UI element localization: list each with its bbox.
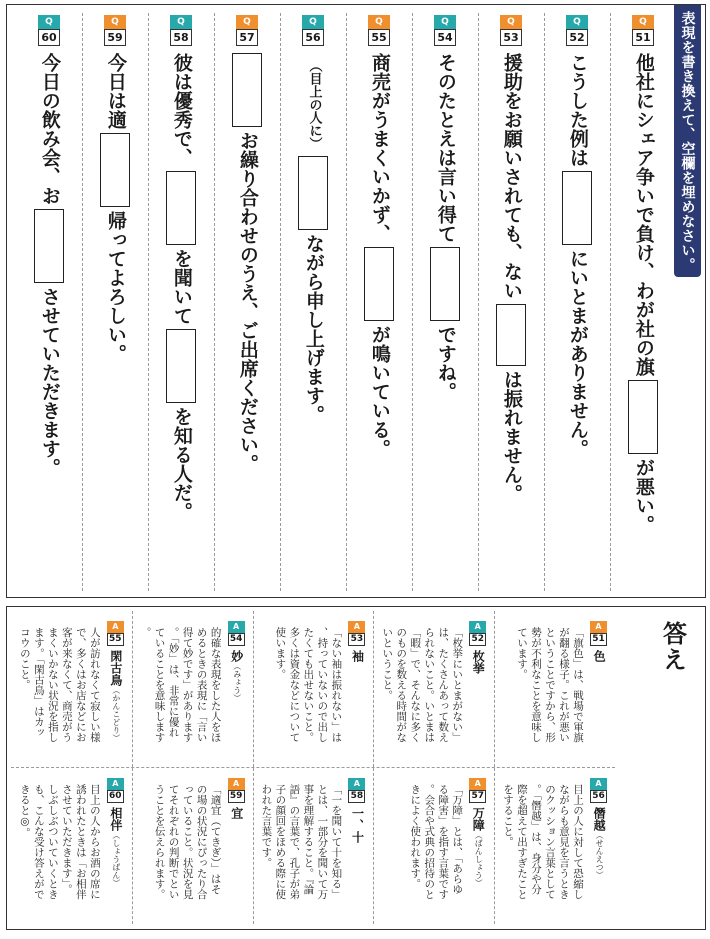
answer-number: 56	[590, 790, 607, 803]
answer-tag: A	[590, 621, 607, 633]
question-badge	[500, 15, 522, 46]
column-divider	[346, 13, 347, 591]
answer-blank	[298, 156, 328, 230]
answer-title	[109, 650, 122, 742]
question-number: 54	[434, 29, 456, 46]
answer-tag: A	[348, 778, 365, 790]
answer-53	[253, 611, 374, 767]
answer-number: 55	[107, 633, 124, 646]
answers-heading	[653, 621, 693, 673]
answer-explanation: 「適宜（てきぎ）」はその場の状況にぴったり合っていること。状況を見てそれぞれの判断でということを伝えられます。	[153, 784, 222, 900]
answer-explanation: 「枚挙にいとまがない」は、たくさんあって数えられないこと。いとまは「暇」で、そんなに多くのものを数える時間がないということ。	[381, 627, 464, 743]
question-context-note: （目上の人に）	[306, 59, 322, 150]
answer-header	[228, 778, 245, 819]
answer-header	[348, 621, 365, 662]
question-58	[156, 15, 206, 521]
answer-tag: A	[590, 778, 607, 790]
answer-word: 僭越	[592, 807, 607, 831]
question-55	[354, 15, 404, 458]
answer-header	[107, 778, 124, 887]
answer-header	[469, 621, 486, 674]
answer-explanation: 目上の人に対して恐縮しながらも意見を言うときのクッション言葉として。「僭越」は、身分や分際を超えて出すぎたことをすること。	[502, 784, 584, 900]
question-text: 商売がうまくいかず、	[368, 53, 391, 243]
answer-title	[230, 807, 243, 819]
answer-blank	[496, 304, 526, 366]
question-text: 援助をお願いされても、ない	[500, 53, 523, 300]
answer-reading: （ばんしょう）	[474, 831, 484, 887]
answer-explanation: 「万障」とは、「あらゆる障害」を指す言葉です。会合や式典の招待のときによく使われます。	[409, 784, 464, 900]
question-text: 彼は優秀で、	[170, 53, 193, 167]
answer-52	[373, 611, 494, 767]
question-57	[222, 15, 272, 473]
question-tag: Q	[500, 15, 522, 29]
answer-explanation: 人が訪れなくて寂しい様で、多くはお店などにお客が来なくて、商売がうまくいかない状況を指します。「閑古鳥」はカッコウのこと。	[18, 627, 101, 743]
question-text: が鳴いている。	[368, 325, 391, 458]
question-tag: Q	[566, 15, 588, 29]
answer-title	[471, 807, 484, 887]
answer-number: 51	[590, 633, 607, 646]
question-tag: Q	[368, 15, 390, 29]
answer-number: 53	[348, 633, 365, 646]
question-text: ながら申し上げます。	[302, 234, 325, 424]
question-text: ですね。	[434, 325, 457, 401]
answer-tag: A	[348, 621, 365, 633]
answer-header	[228, 621, 245, 702]
answer-blank	[628, 380, 658, 454]
question-59	[90, 15, 140, 363]
question-text: にいとまがありません。	[566, 249, 589, 458]
question-badge	[632, 15, 654, 46]
question-text: こうした例は	[566, 53, 589, 167]
answer-word: 相伴	[108, 807, 123, 831]
question-56	[288, 15, 338, 424]
question-number: 58	[170, 29, 192, 46]
column-divider	[214, 13, 215, 591]
column-divider	[148, 13, 149, 591]
question-number: 59	[104, 29, 126, 46]
answer-header	[590, 621, 607, 662]
answer-header	[348, 778, 365, 843]
answer-title	[350, 807, 363, 843]
instruction-text: 表現を書き換えて、空欄を埋めなさい。	[679, 11, 696, 272]
question-60	[24, 15, 74, 477]
answer-header	[107, 621, 124, 742]
question-badge	[566, 15, 588, 46]
question-53	[486, 15, 536, 503]
question-text: させていただきます。	[38, 287, 61, 477]
answer-header	[469, 778, 486, 887]
answer-explanation: 「ない袖は振れない」は、持っていないので出したくても出せないこと。多くは資金などについて使います。	[274, 627, 343, 743]
answer-word: 枚挙	[471, 650, 486, 674]
answer-reading: （せんえつ）	[595, 831, 605, 879]
answer-60	[11, 768, 132, 924]
column-divider	[412, 13, 413, 591]
answer-tag: A	[469, 778, 486, 790]
answer-title	[109, 807, 122, 887]
answer-tag: A	[228, 778, 245, 790]
question-tag: Q	[236, 15, 258, 29]
answer-number: 60	[107, 790, 124, 803]
answer-word: 閑古鳥	[108, 650, 123, 686]
answer-reading: （しょうばん）	[111, 831, 121, 887]
answer-number: 52	[469, 633, 486, 646]
question-badge	[104, 15, 126, 46]
question-badge	[38, 15, 60, 46]
answer-blank	[166, 329, 196, 403]
answer-title	[230, 650, 243, 702]
question-tag: Q	[170, 15, 192, 29]
answer-58	[253, 768, 374, 924]
question-number: 53	[500, 29, 522, 46]
question-number: 51	[632, 29, 654, 46]
question-text: 今日は適	[104, 53, 127, 129]
answer-57	[373, 768, 494, 924]
answer-blank	[34, 209, 64, 283]
answer-explanation: 的確な表現をした人をほめるときの表現に「言い得て妙です」があります。「妙」は、非常に優れていることを意味します。	[139, 627, 222, 743]
answer-tag: A	[107, 778, 124, 790]
answer-word: 妙	[229, 650, 244, 662]
column-divider	[544, 13, 545, 591]
answer-blank	[232, 53, 262, 127]
answer-blank	[364, 247, 394, 321]
question-text: お繰り合わせのうえ、ご出席ください。	[236, 131, 259, 473]
question-text: 今日の飲み会、お	[38, 53, 61, 205]
answers-row	[11, 768, 615, 924]
question-number: 60	[38, 29, 60, 46]
question-badge	[368, 15, 390, 46]
answer-number: 54	[228, 633, 245, 646]
answer-55	[11, 611, 132, 767]
question-tag: Q	[434, 15, 456, 29]
answer-word: 宜	[229, 807, 244, 819]
answer-explanation: 目上の人からお酒の席に誘われたときは「お相伴させていただきます」。しぶしぶついていくときも、こんな受け答えができると◎。	[18, 784, 101, 900]
column-divider	[610, 13, 611, 591]
answer-word: 一、十	[350, 807, 365, 843]
answer-word: 万障	[471, 807, 486, 831]
answer-51	[494, 611, 615, 767]
answer-title	[350, 650, 363, 662]
answer-explanation: 「一を聞いて十を知る」とは、一部分を聞いて万事を理解すること。『論語』の言葉で、孔子が弟子の顔回をほめる際に使われた言葉です。	[260, 784, 343, 900]
answer-blank	[430, 247, 460, 321]
question-tag: Q	[632, 15, 654, 29]
answer-number: 58	[348, 790, 365, 803]
question-text: が悪い。	[632, 458, 655, 534]
question-badge	[302, 15, 324, 46]
answer-title	[471, 650, 484, 674]
question-text: 他社にシェア争いで負け、わが社の旗	[632, 53, 655, 376]
question-52	[552, 15, 602, 458]
answers-row	[11, 611, 615, 768]
answer-number: 57	[469, 790, 486, 803]
question-text: そのたとえは言い得て	[434, 53, 457, 243]
question-badge	[236, 15, 258, 46]
answer-tag: A	[469, 621, 486, 633]
answer-tag: A	[228, 621, 245, 633]
column-divider	[280, 13, 281, 591]
question-tag: Q	[38, 15, 60, 29]
column-divider	[478, 13, 479, 591]
answer-explanation: 「旗色」は、戦場で軍旗が翻る様子。これが悪いということですから、形勢が不利なことを意味しています。	[516, 627, 584, 743]
answer-title	[592, 807, 605, 879]
question-number: 57	[236, 29, 258, 46]
answer-tag: A	[107, 621, 124, 633]
question-tag: Q	[104, 15, 126, 29]
answers-heading-text: 答え	[658, 621, 688, 673]
answer-reading: （みょう）	[232, 662, 242, 702]
question-text: を聞いて	[170, 249, 193, 325]
question-number: 56	[302, 29, 324, 46]
question-number: 55	[368, 29, 390, 46]
instruction-banner	[674, 5, 701, 277]
answer-word: 袖	[350, 650, 365, 662]
question-tag: Q	[302, 15, 324, 29]
answer-blank	[166, 171, 196, 245]
answers-panel	[6, 606, 706, 930]
question-text: を知る人だ。	[170, 407, 193, 521]
answer-number: 59	[228, 790, 245, 803]
answer-blank	[100, 133, 130, 207]
question-badge	[434, 15, 456, 46]
answer-word: 色	[592, 650, 607, 662]
answer-header	[590, 778, 607, 879]
question-54	[420, 15, 470, 401]
question-text: 帰ってよろしい。	[104, 211, 127, 363]
answer-blank	[562, 171, 592, 245]
question-badge	[170, 15, 192, 46]
question-51	[618, 15, 668, 534]
answer-59	[132, 768, 253, 924]
question-number: 52	[566, 29, 588, 46]
questions-panel	[6, 4, 706, 598]
answer-56	[494, 768, 615, 924]
answer-54	[132, 611, 253, 767]
answer-reading: （かんこどり）	[111, 686, 121, 742]
answer-title	[592, 650, 605, 662]
question-text: は振れません。	[500, 370, 523, 503]
column-divider	[82, 13, 83, 591]
answers-grid	[11, 611, 615, 924]
